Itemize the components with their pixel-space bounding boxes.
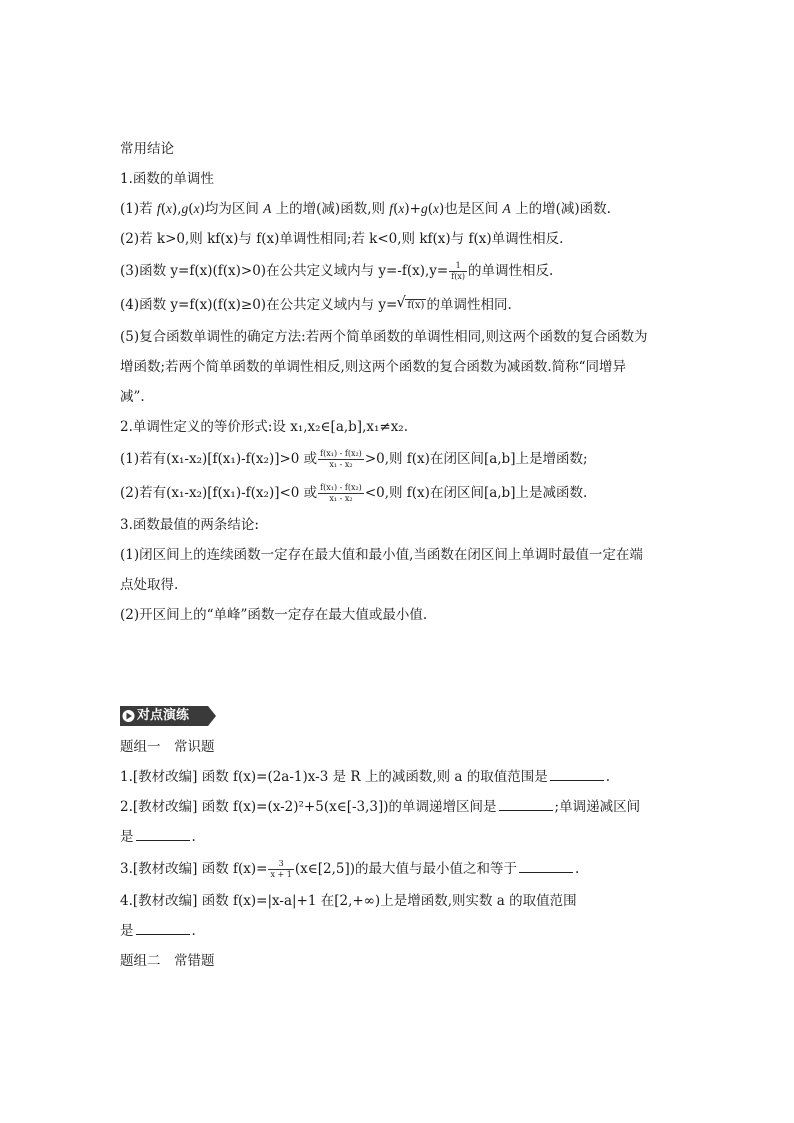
math-var: f (389, 201, 394, 216)
monotonicity-item-5-line-2: 增函数;若两个简单函数的单调性相反,则这两个函数的复合函数为减函数.简称“同增异 (120, 359, 627, 375)
equivalent-form-item-1 (120, 442, 680, 476)
equivalent-form-title: 2.单调性定义的等价形式:设 x₁,x₂∈[a,b],x₁≠x₂. (120, 419, 409, 435)
extremum-title: 3.函数最值的两条结论: (120, 517, 259, 533)
math-var: x (193, 201, 200, 216)
math-var: g (420, 201, 428, 216)
practice-badge (120, 706, 216, 726)
math-var: x (165, 201, 172, 216)
text: >0,则 f(x)在闭区间[a,b]上是增函数; (364, 451, 588, 467)
extremum-item-1-line-2: 点处取得. (120, 577, 179, 593)
math-var: f (156, 201, 161, 216)
denominator: x₁ - x₂ (329, 494, 353, 503)
question-3 (120, 852, 680, 886)
text: 上的增(减)函数. (510, 201, 611, 217)
answer-blank[interactable] (519, 858, 573, 873)
text: 是 (120, 923, 134, 939)
text: 1.[教材改编] 函数 f(x)=(2a-1)x-3 是 R 上的减函数,则 a 的取值范围是 (120, 769, 548, 785)
text: 的单调性相反. (467, 263, 554, 279)
text: . (191, 923, 196, 939)
text: 的单调性相同. (426, 297, 512, 313)
math-var: A (502, 201, 511, 216)
exercises-section (120, 732, 680, 976)
extremum-item-2: (2)开区间上的“单峰”函数一定存在最大值或最小值. (120, 607, 428, 623)
question-2-line-1 (120, 792, 680, 822)
denominator: x + 1 (270, 870, 292, 879)
text: <0,则 f(x)在闭区间[a,b]上是减函数. (364, 485, 588, 501)
text: 是 (120, 829, 134, 845)
question-2-line-2 (120, 822, 680, 852)
text: ( (188, 201, 194, 217)
text: )+ (404, 201, 421, 217)
text: (2)若有(x₁-x₂)[f(x₁)-f(x₂)]<0 或 (120, 485, 318, 501)
fraction (449, 261, 467, 282)
fraction (318, 449, 364, 470)
square-root: √ f(x) (405, 299, 426, 312)
answer-blank[interactable] (550, 766, 604, 781)
text: (1)若 (120, 201, 157, 217)
text: (x∈[2,5])的最大值与最小值之和等于 (294, 861, 517, 877)
numerator: 3 (268, 859, 293, 870)
math-var: A (263, 201, 272, 216)
text: . (191, 829, 196, 845)
text: ), (171, 201, 182, 217)
math-var: g (181, 201, 189, 216)
section-header: 常用结论 (120, 141, 174, 157)
text: ( (160, 201, 166, 217)
numerator: f(x₁) - f(x₂) (320, 483, 362, 492)
text: 上的增(减)函数,则 (271, 201, 390, 217)
fraction (268, 859, 293, 880)
text: (3)函数 y=f(x)(f(x)>0)在公共定义域内与 y=-f(x),y= (120, 263, 449, 279)
extremum-item-1-line-1: (1)闭区间上的连续函数一定存在最大值和最小值,当函数在闭区间上单调时最值一定在端 (120, 547, 643, 563)
badge-label: 对点演练 (137, 708, 190, 723)
math-var: x (398, 201, 405, 216)
text: . (575, 861, 580, 877)
text: 2.[教材改编] 函数 f(x)=(x-2)²+5(x∈[-3,3])的单调递增区间是 (120, 799, 497, 815)
monotonicity-item-1 (120, 194, 680, 224)
monotonicity-item-2: (2)若 k>0,则 kf(x)与 f(x)单调性相同;若 k<0,则 kf(x)与 f(x)单调性相反. (120, 231, 564, 247)
group-2-title: 题组二 常错题 (120, 953, 215, 969)
answer-blank[interactable] (136, 920, 190, 935)
question-4-line-2 (120, 916, 680, 946)
denominator: x₁ - x₂ (329, 460, 353, 469)
answer-blank[interactable] (136, 826, 190, 841)
text: ;单调递减区间 (554, 799, 641, 815)
monotonicity-item-5-line-3: 减”. (120, 389, 145, 405)
fraction (318, 483, 364, 504)
monotonicity-item-3 (120, 254, 680, 288)
group-1-title: 题组一 常识题 (120, 739, 215, 755)
text: (1)若有(x₁-x₂)[f(x₁)-f(x₂)]>0 或 (120, 451, 318, 467)
text: (4)函数 y=f(x)(f(x)≥0)在公共定义域内与 y= (120, 297, 398, 313)
math-var: x (432, 201, 439, 216)
answer-blank[interactable] (499, 796, 553, 811)
monotonicity-item-4 (120, 288, 680, 322)
text: . (605, 769, 611, 785)
monotonicity-title: 1.函数的单调性 (120, 171, 214, 187)
monotonicity-item-5-line-1: (5)复合函数单调性的确定方法:若两个简单函数的单调性相同,则这两个函数的复合函数为 (120, 329, 648, 345)
numerator: 1 (449, 261, 467, 272)
question-1 (120, 762, 680, 792)
text: )也是区间 (438, 201, 503, 217)
text: ( (393, 201, 399, 217)
text: 3.[教材改编] 函数 f(x)= (120, 861, 268, 877)
question-4-line-1: 4.[教材改编] 函数 f(x)=|x-a|+1 在[2,+∞)上是增函数,则实数 a 的取值范围 (120, 893, 577, 909)
conclusions-section (120, 134, 680, 630)
equivalent-form-item-2 (120, 476, 680, 510)
numerator: f(x₁) - f(x₂) (320, 449, 362, 458)
denominator: f(x) (451, 272, 465, 281)
text: )均为区间 (199, 201, 264, 217)
text: ( (427, 201, 433, 217)
